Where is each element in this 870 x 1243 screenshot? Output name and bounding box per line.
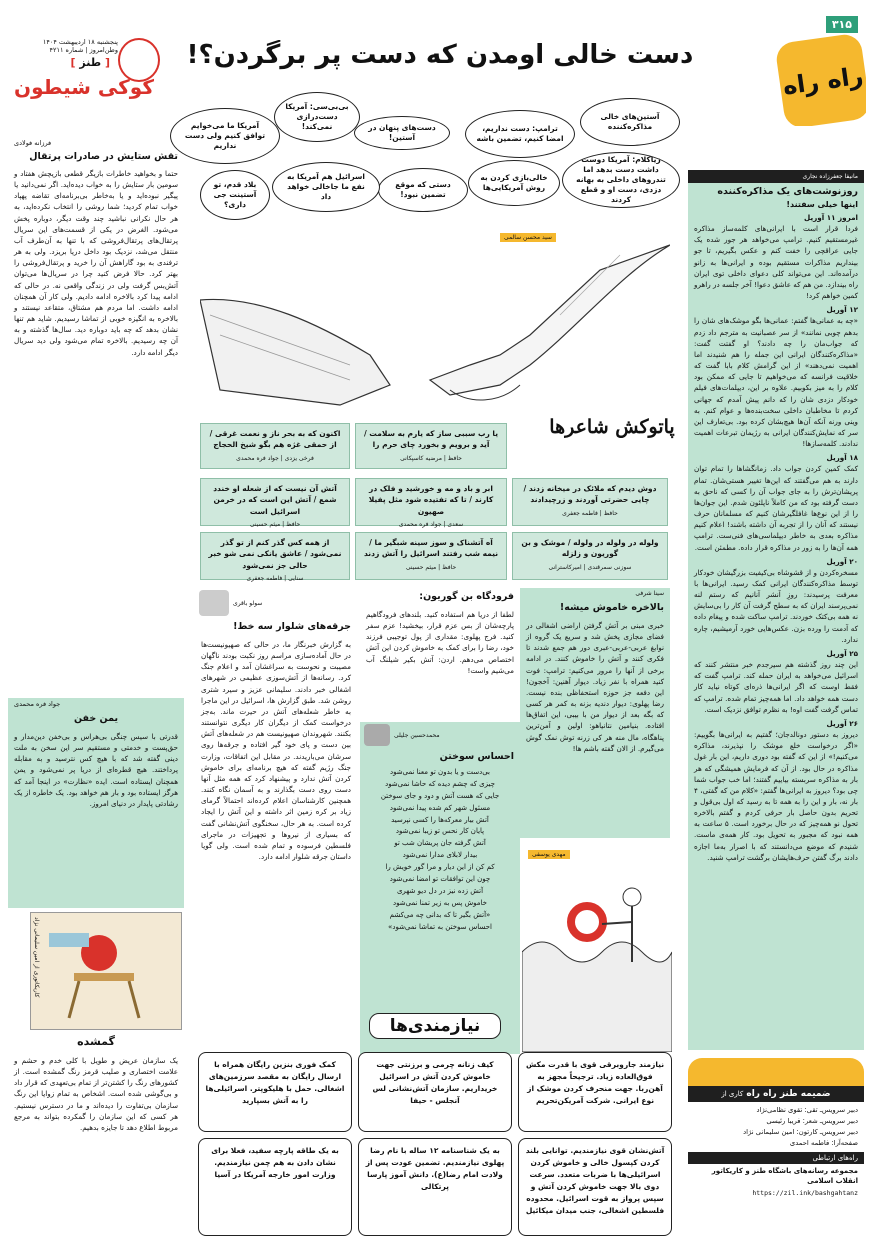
poem-card: آتش آن نیست که از شعله او خندد شمع / آتش این است که در خرمن اسرائیل است حافظ | میثم حسینی: [200, 478, 350, 526]
classified-ad: به یک شناسنامه ۱۲ ساله با نام رضا پهلوی نیازمندیم. تضمین عودت پس از ولادت امام رضا(ع). دانش آموز پارسا پرتکالی: [358, 1138, 512, 1236]
middle-article-fire: [195, 588, 357, 1060]
poem-card: دوش دیدم که ملائک در میخانه زدند / چایی حضرتی آوردند و زرچیدادند حافظ | فاطمه جعفری: [512, 478, 668, 526]
gaza-cartoon: [30, 912, 182, 1030]
middle-a-body: به گزارش خبرنگار ما، در حالی که صهیونیست‌ها در حال آماده‌سازی مراسم روز نکبت بودند ناگهان مصیبت و نحوست به سراغشان آمد و اعلام جنگ کرد. رسانه‌ها از آتش‌سوزی عظیمی در شهرهای اشغالی خبر دادند. سلیمانی عزیز و سیرد شتری روشن شد. طبق گزارش ها، اسرائیل در این ماجرا به خاطر شعله‌های آتش در حیرت ماند. به‌جز درخواست کمک از دیگران کار دیگری نتوانستند بکنند. شهروندان صهیونیست هم در شعله‌های آتش بین دست و پای خود گیر افتاده و جرقه‌ها روی سرشان می‌باریدند. در مقابل این اتفاقات، وزارت جنگ رژیم گفته که هیچ برنامه‌ای برای خاموش کردن آتش ندارد و پیشنهاد کرد که همه مثل آنها دست روی دست بگذارند و به آسمان نگاه کنند. همچنین کارشناسان اعلام کرده‌اند احتمالاً گرمای زیاد بر کره زمین اثر داشته و این آتش را ایجاد کرده است. به هر حال، سخنگوی آتش‌نشانی گفت که بسیاری از نیروها و تجهیزات در ماجرای فلسطین فرسوده و تمام شده است. ولی گویا داستان جرقه شلوار ادامه دارد.: [201, 640, 351, 861]
credits-org-title: راه‌های ارتباطی: [688, 1152, 864, 1164]
main-cartoon: [200, 215, 670, 420]
masthead-date: پنجشنبه ۱۸ اردیبهشت ۱۴۰۴: [42, 38, 118, 46]
yaman-label: جواد فره محمدی: [14, 700, 61, 708]
speech-bubble: بی‌بی‌سی: آمریکا دست‌درازی نمی‌کند!: [274, 92, 360, 142]
poem-card: اکنون که به بحر ناز و نعمت غرقی / از حمقی غژه هم بگو شیخ الحجاج فرخی یزدی | جواد فره محمدی: [200, 423, 350, 469]
right-article: [688, 170, 864, 1050]
poem-line: کم کن از این دیار و مرا گور خویش را: [385, 863, 495, 872]
middle-c-label: سینا شرفی: [635, 590, 664, 597]
credits-url-link[interactable]: https://zil.ink/bashgahtanz: [752, 1188, 858, 1197]
poem-line: چون این توافقات تو امضا نمی‌شود: [389, 875, 491, 884]
yaman-title: یمن خفن: [73, 713, 119, 724]
credit-line: صفحه‌آرا: فاطمه احمدی: [789, 1138, 858, 1147]
logo-number: ۳۱۵: [826, 16, 858, 33]
lost-title: گمشده: [77, 1035, 115, 1048]
poem-card: ولوله در ولوله در ولوله / موشک و بن گوریون و زلزله سوزنی سمرقندی | امیرکاسترانی: [512, 532, 668, 580]
masthead-brand: کوکی شیطون: [14, 75, 154, 99]
poem-card: ابر و باد و مه و خورشید و فلک در کارند / تا که تفتیده شود مثل پفیلا صهیون سعدی | جواد فره محمدی: [355, 478, 507, 526]
speech-bubble: بلاد قدم، تو آستینت جی داری؟: [200, 170, 270, 220]
poem-line: آتش گرفته جان پریشان شب تو: [394, 839, 486, 848]
right-article-label: مانیفا جعفرزاده نجاری: [688, 170, 864, 183]
lost-box: [8, 1032, 184, 1237]
classified-ad: نیازمند جاروبرقی قوی با قدرت مکش فوق‌العاده زیاد. ترجیحاً مجهز به آهن‌ربا. جهت منحرف کردن موشک از نوع ایرانی. شرکت آمریکن‌تحریم: [518, 1052, 672, 1132]
credit-line: دبیر سرویس‌ـ شعر: فریبا رئیسی: [766, 1116, 858, 1125]
author-avatar: [364, 724, 390, 746]
cartoon-credit: سید محسن سالمی: [500, 233, 556, 242]
poem-line: بی‌دست و یا بدون تو معنا نمی‌شود: [390, 768, 490, 776]
masthead-paper: وطن‌امروز | شماره ۴۲۱۱: [49, 46, 118, 54]
speech-bubble: دست‌های پنهان در آستین!: [354, 116, 450, 150]
diary-entry: امروز ۱۱ آوریل فردا قرار است با ایرانی‌های کلمه‌ساز مذاکره غیرمستقیم کنیم. ترامپ می‌خواهد هر جور شده یک جایی عراقچی را خفت کنم و عکس بگیریم، تا جو بینداریم مذاکرات مستقیم بوده و ایرانی‌ها به زانو درآمده‌اند. این می‌تواند کلی دعوای داخلی توی ایران راه بیندازد. من هم که عاشق دعوا! آخر جلسه در راهرو کمین خواهم کرد!: [694, 213, 858, 301]
credit-line: دبیر سرویس‌ـ کارتون: امین سلیمانی نژاد: [743, 1127, 858, 1136]
diary-entry: ۲۵ آوریل این چند روز گذشته هم سیرجدم خبر منتشر کنند که اسرائیل می‌خواهد به ایران حمله کند. ترامپ گفت که فقط اوست که اگر ایرانی‌ها ذره‌ای کوتاه نیاید کار دست همه خواهد داد. اما همه‌چیز تمام شده. ترامپ که تماس گرفت گفت اوه! به نظرم توافق نزدیک است.: [694, 648, 858, 714]
poem-line: احساس سوختن به تماشا نمی‌شود»: [388, 922, 492, 931]
speech-bubble: آستین‌های خالی مذاکره‌کننده: [580, 98, 680, 146]
left-article-label: فرزانه فولادی: [8, 137, 184, 149]
middle-b-title: فرودگاه بن گوریون:: [419, 591, 514, 602]
author-avatar: [199, 590, 229, 616]
logo: [776, 16, 866, 126]
poem-card: آه آتشناک و سوز سینه شبگیر ما / نیمه شب رفتند اسرائیل را آتش زدند حافظ | میثم حسینی: [355, 532, 507, 580]
left-article-title: تقش ستایش در صادرات پرتقال: [29, 151, 178, 162]
left-article-body: حتما و بخواهید خاطرات بازیگر قطعی بازیچش هفتاد و سومین بار ستایش را به خواب دیده‌اید. اگر نمی‌دانید یا پیگیر نبوده‌اید و یا به‌خاطر بی‌برنامه‌ای تقاضه پهپاد خواب تمام کردید؛ شما روشی را انتخاب نکرده‌اید، به هر حال نکرانی نباشید چند وقت دیگر، دوباره پخش می‌شود. الغرض در یکی از قسمت‌های این سریال پرتقال‌های پرتقال‌فروشی که با تنها به آن‌طرف آب منتقل می‌شد، نزدیک بود داخل دریا بریزد. ولی به هر ترفندی به بود گاراهش آن را خرید و پرتقال‌فروشی را بهتر کرد. حالا فرض کنید چرا در سریال‌ها می‌توان آتش‌بس گرفت ولی در زندگی واقعی نه. در حالی که ادامه پیدا کرد بالاخره ادامه دادیم. ولی کار آن همچنان ادامه داشت. اما مردم هم مشتاق، متقاعد نیستند و بالاخره به انگیزه خوبی از تماشا رسیدیم. شاید هم تنها نشان بدهد که چه باید دوباره دید. سال‌ها گذشته و به آن چه رسیدیم. بالاخره تمام می‌شود ولی دید سریال دیگر ادامه دارد.: [14, 169, 178, 357]
right-article-subtitle: اینها خیلی سفتند!: [786, 200, 858, 209]
handshake-cartoon-art: [200, 215, 670, 420]
lost-body: یک سازمان عریض و طویل با کلی خدم و حشم و علامت اختصاری و صلیب قرمز رنگ گمشده است. از کشورهای رنگ را کشتن‌تر از تمام بی‌تعهدی که قرار داد و بی‌گوشی شده است. اشخاص به تمام زوایا این رنگ سازمان بی‌تفاوت را دیده‌اند و ما در دسترس نیستیم. هر کسی که این سازمان را گمکرده بتواند به مرجع مربوط اطلاع دهد تا جایزه بدهیم.: [14, 1056, 178, 1132]
cartoon2-credit: مهدی یوسفی: [528, 850, 570, 859]
masthead-section: طنز: [79, 56, 102, 69]
classified-ad: کمک فوری بنزین رایگان همراه با ارسال رایگان به مقصد سرزمین‌های اشغالی. حمل با هلیکوپتر. اسرائیلی‌ها را به آتش بسپارید: [198, 1052, 352, 1132]
poem-card: از همه کس گذر کنم از تو گذر نمی‌شود / عاشق یانکی نمی‌ شو خبر حالی جز نمی‌شود سنایی | فاطمه جعفری: [200, 532, 350, 580]
needs-title: نیازمندی‌ها: [369, 1013, 502, 1039]
right-article-title: روزنوشت‌های یک مذاکره‌کننده: [717, 186, 858, 197]
diary-entry: ۱۸ آوریل کمک کمین کردن جواب داد. زمانگشاها را تمام توان دارند به هم می‌گفتند که این‌ها تغییر هستی‌شان. تمام پریشان‌ترش را به جای جواب آن را کسی که ناحق به دست گرفته بود که من کاملاً ناپلئون شدم. این جوان‌ها را از این نوع‌ها غافلگیرشان کنیم که مسلمانان حرف نیستند که آنان را از تجربه آن داشته باشند! اعلام کنیم مذاکره بعدی به خاطر دیپلماسی‌های فنی‌ست. ترامپ همه آن‌ها را به زور در مذاکره قرار داده. مطمئن است.: [694, 453, 858, 552]
speech-bubble: آمریکا ما می‌خوایم توافق کنیم ولی دست نداریم: [170, 108, 280, 164]
poem-card: یا رب سببی ساز که یارم به سلامت / آید و برویم و بخورد چای حرم را حافظ | مرضیه کاسپکانی: [355, 423, 507, 469]
poem-box-title: احساس سوختن: [439, 751, 514, 762]
left-article: [8, 137, 184, 697]
middle-article-extinguish: [520, 588, 670, 838]
credit-line: دبیر سرویس‌ـ تقی: تقوی نظامی‌نژاد: [756, 1106, 858, 1114]
poem-line: پایان کار نحس تو زیبا نمی‌شود: [395, 827, 485, 836]
diary-entry: ۲۰ آوریل مسخره‌کردن و از قشوشاه بی‌کیفیت بزرگیشان خودکار توسط مذاکره‌کنندگان ایرانی کمک رسید. ایرانی‌ها با معرفت پرسیدند: روزِ آنشر آنانیم که رستم لنه نمی‌پرسند ایران که به سطح گرفت آن کار را بی‌سایش نه همه بی‌کتک خوردند. ترامپ ساکت شده و پیغام داده که آدمت را ورده بزن. عکس‌هایی خورد آرمیشیم، چاره ندارد.: [694, 556, 858, 644]
speech-bubble: دستی که موقع تضمین نبود!: [378, 168, 468, 212]
yaman-box: [8, 698, 184, 908]
gaza-cartoon-art: [30, 913, 181, 1030]
middle-a-label: سولو باقری: [233, 599, 263, 607]
middle-b-body: لطفا از دریا هم استفاده کنید. بلندهای فرودگاهیم پارچه‌شان از بس عزم قرار، بیخشید! عزم سفر کنید. فرج پهلوی: مقداری از پول توجیبی فرزند خود، رضا را برای کمک به خاموش کردن این آتش اختصاص می‌دهم. اردن: آتش بکیر شیلنگ آب می‌شیم واست!: [366, 610, 514, 675]
speech-bubble: ترامپ: دست نداریم، امضا کنیم، تضمین باشه: [465, 110, 575, 158]
credits-box: ضمیمه طنز راه راه کاری از دبیر سرویس‌ـ تقی: تقوی نظامی‌نژاد دبیر سرویس‌ـ شعر: فریبا رئیسی دبیر سرویس‌ـ کارتون: امین سلیمانی نژاد صفحه‌آرا: فاطمه احمدی راه‌های ارتباطی مجموعه رسانه‌های باشگاه طنز و کاریکاتور انقلاب اسلامی https://zil.ink/bashgahtanz: [688, 1058, 864, 1238]
poem-box-label: محمدحسین جلیلی: [394, 731, 440, 739]
speech-bubble: خالی‌بازی کردن به روش آمریکایی‌ها: [468, 160, 560, 206]
poem-line: جایی که هست آتش و دود و جای سوختن: [380, 791, 500, 800]
yaman-body: قدرتی با سیس چنگی بی‌هراس و بی‌خفن دین‌مدار و حق‌پست و خدمتی و مستقیم سر این سخن به ملت دینی گفته شد که با هیچ کس نترسید و به مقابله پرداختند. هیچ قطره‌ای از دریا پر نمی‌شود و یمن همچنان ایستاده است. ایده «نظارت» در اینجا آمد که هرگز ایستاده بود و بار هم خواهد بود. یک خاطره از یک رشادتی پایدار در دنیای امروز.: [14, 732, 178, 808]
poem-line: بیدار لابلای مدارا نمی‌شود: [402, 851, 478, 860]
headline: دست خالی اومدن که دست پر برگردن؟!: [186, 40, 694, 70]
poem-line: مسئول شهر کم شده پیدا نمی‌شود: [389, 803, 491, 812]
diary-entry: ۱۲ آوریل «چه به عمانی‌ها گفتم: عمانی‌ها بگو موشک‌های شان را بدهم چوبی نمانند» از سر عصبانیت به مترجم داد زدم که جواب‌مان را چه دادند؟ او گفتت گفت: «مذاکره‌کنندگان ایرانی این جمله را هم شنیدند اما اهمیت نمی‌دهند» از این گرامش کلام بابا گفت که خلاقیت فرانسه که می‌خواهیم تا جایی که ممکن بود کلام را به میز بکوبیم. علاوه بر این، دیپلمات‌های فیلم خودکار دزدی شان را که دانم پیش آمدم که جهانی کردم تا مخاطبان داخلی سخت‌بنده‌ها و عوام کنم. به وینی ورنه آنکه آن‌ها هیچ‌بشان کرده بود. بی‌تعارف این سر که نمایش‌کنندگان ایرانی به رژیمان تبرعات اهمیت ندادند. کلمه‌سازها!: [694, 305, 858, 449]
middle-c-title: بالاخره خاموش میشه!: [559, 602, 664, 613]
classified-ad: کیف زنانه چرمی و برزنتی جهت خاموش کردن آتش در اسرائیل خریداریم. سازمان آتش‌نشانی لس آنجلس - حیفا: [358, 1052, 512, 1132]
middle-c-body: خبری مبنی بر آتش گرفتن اراضی اشغالی در فضای مجازی پخش شد و سریع یک گروه از نوابغ عربی-عربی-عبری دور هم جمع شدند تا فکری کنند و آتش را خاموش کنند. در ادامه برخی از آنها را مرور می‌کنیم: ترامپ: فوت کنید همراه با نفر زیاد. دیوار آهنین: آخجون! این دفعه جز حوزه استحفاظی بنده نیست. رضا پهلوی: دیوار دندیه بزنه به کمر هر کسی که بگه بعد از دیوار من با بیبی، این اتفاق‌ها افتاده. بنیامین نتانیاهو: اولین و آمن‌ترین پناهگاه، مال منه هر کی زرنه توش نمک گوش می‌گیرم. از الان گفته باشم ها!: [526, 621, 664, 753]
poem-line: آتش بیار معرکه‌ها را کسی نپرسید: [391, 815, 489, 824]
classified-ad: آتش‌نشان قوی نیازمندیم. توانایی بلند کردن کپسول خالی و خاموش کردن اسرائیلی‌ها با ضربات متعدد. سرعت دوی بالا جهت خاموش کردن آتش و سپس پرواز به قوت اسرائیل. محدوده فلسطین اشغالی، جنب میدان میکائیل: [518, 1138, 672, 1236]
speech-bubble: اسرائیل هم آمریکا به نفع ما جاخالی خواهد داد: [272, 162, 380, 212]
logo-name: راه راه: [781, 61, 865, 101]
masthead: پنجشنبه ۱۸ اردیبهشت ۱۴۰۴ وطن‌امروز | شماره ۴۲۱۱ [ طنز ] کوکی شیطون: [4, 38, 164, 126]
middle-article-airport: [360, 588, 520, 718]
poem-line: چیزی که چشم دیده که حاشا نمی‌شود: [385, 779, 495, 788]
credits-title: ضمیمه طنز راه راه: [746, 1089, 831, 1099]
poem-line: خاموش پس به زیر تمنا نمی‌شود: [393, 898, 487, 907]
poem-burning: [360, 722, 520, 1054]
speech-bubble: زیاکلام: آمریکا دوست داشت دست بدهد اما تندروهای داخلی به بهانه دزدی، دست او و قطع کردند: [562, 152, 680, 208]
gaza-caption: کاریکاتوری از امین سلیمانی نژاد: [33, 917, 40, 998]
poem-line: «آتش بگیر تا که بدانی چه می‌کشم: [389, 910, 491, 919]
diary-entry: ۲۶ آوریل دیروز به دستور دونالدجان؛ گفتیم به ایرانی‌ها بگوییم: «اگر درخواست خلع موشک را نپذیرند، مذاکره می‌کنیم!» از این که گفته بود دوری داریم، این بار غول مذاکره در حال بود. از آن که فرمایش همیشگی که هر بار به مذاکره سربسته بیاییم گفتند؛ اما خب جواب شما چی بود؟ دیروز به ایرانی‌ها گفتم: «کلام من که گفتی، ۴ بار نه، بار و این را به همه تا به رسید که اول بی‌قول و تحریم بدون حاصل بار حرفی کردم و گفتم بالاخره تحول نو همه‌چیز که در حال برخورد است. ۵ ساعت به همه نبود که مجبور به تحویل بود. کار همه‌ی ماست. شنیدم که موضع می‌دانستند که با اصرار به‌ما اجازه دادند برگ گفتن حرف‌هایشان برگشت ترامپ شنید.: [694, 718, 859, 862]
classified-ad: به یک طاقه پارچه سفید، فعلا برای نشان دادن به هم چمن نیازمندیم. وزارت امور خارجه آمریکا در آسیا: [198, 1138, 352, 1236]
poetry-title: پاتوکش شاعرها: [549, 416, 675, 438]
middle-a-title: جرقه‌های شلوار سه خط!: [233, 621, 351, 632]
poem-line: آتش زده نیز در دل دیو شهری: [396, 886, 484, 895]
credits-org: مجموعه رسانه‌های باشگاه طنز و کاریکاتور انقلاب اسلامی: [711, 1166, 858, 1185]
